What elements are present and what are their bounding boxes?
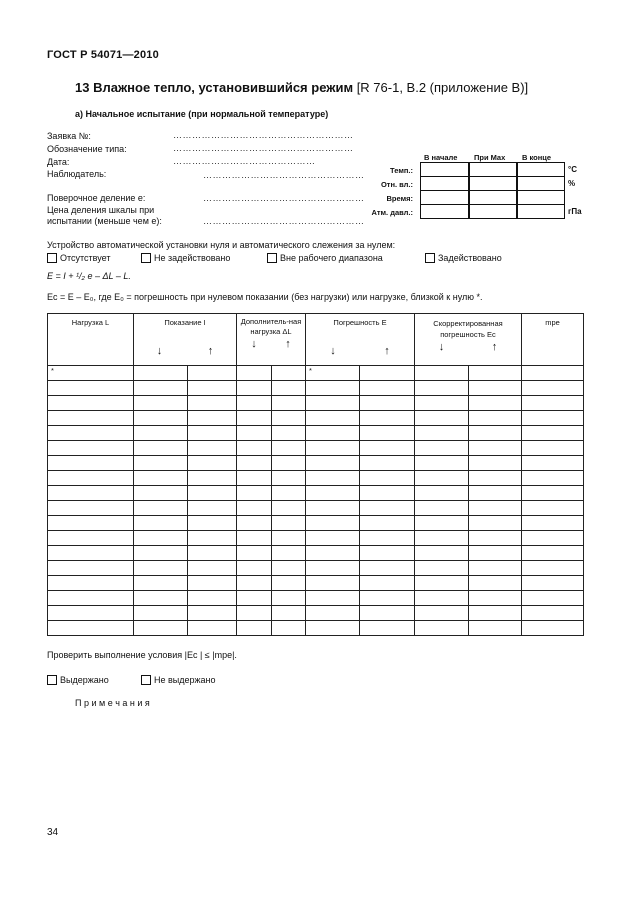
table-cell[interactable]	[237, 531, 272, 546]
field-application-dots[interactable]: …………………………………………………	[173, 130, 354, 140]
field-type-dots[interactable]: …………………………………………………	[173, 143, 354, 153]
table-cell[interactable]	[237, 396, 272, 411]
table-cell[interactable]	[272, 606, 306, 621]
table-cell[interactable]	[134, 546, 188, 561]
col-header-error	[306, 314, 415, 366]
arrow-up-icon: ↑	[491, 341, 498, 353]
table-cell[interactable]	[48, 441, 134, 456]
table-cell[interactable]	[272, 441, 306, 456]
table-cell[interactable]	[48, 486, 134, 501]
table-cell[interactable]	[272, 501, 306, 516]
env-temp-start-cell[interactable]	[420, 162, 469, 177]
table-cell[interactable]	[188, 471, 237, 486]
env-label-time: Время:	[386, 194, 413, 203]
table-cell[interactable]	[188, 381, 237, 396]
zero-load-mark: *	[51, 366, 54, 375]
table-cell[interactable]	[469, 501, 522, 516]
check-condition: Проверить выполнение условия |Eс | ≤ |mpe|.	[47, 650, 237, 660]
table-cell[interactable]	[272, 531, 306, 546]
table-cell[interactable]	[360, 501, 415, 516]
table-row	[48, 381, 584, 396]
checkbox[interactable]	[425, 253, 435, 263]
table-cell[interactable]	[272, 561, 306, 576]
table-cell[interactable]	[48, 456, 134, 471]
table-row	[48, 456, 584, 471]
checkbox[interactable]	[47, 675, 57, 685]
table-cell[interactable]	[237, 486, 272, 501]
table-cell[interactable]	[188, 486, 237, 501]
table-cell[interactable]	[237, 516, 272, 531]
table-row	[48, 501, 584, 516]
table-cell[interactable]	[272, 621, 306, 636]
table-cell[interactable]	[188, 606, 237, 621]
field-observer-dots[interactable]: ……………………………………………	[203, 170, 365, 180]
table-cell[interactable]	[134, 396, 188, 411]
col-header-indication	[134, 314, 237, 366]
table-cell[interactable]	[306, 486, 360, 501]
check-passed[interactable]	[47, 675, 109, 685]
table-cell[interactable]	[48, 561, 134, 576]
field-observer-label: Наблюдатель:	[47, 169, 107, 179]
table-cell[interactable]	[48, 381, 134, 396]
table-cell[interactable]	[522, 561, 584, 576]
table-cell[interactable]	[306, 546, 360, 561]
table-cell[interactable]	[306, 456, 360, 471]
table-cell[interactable]	[48, 606, 134, 621]
table-cell[interactable]	[469, 411, 522, 426]
table-cell[interactable]	[272, 486, 306, 501]
field-verification-dots[interactable]: ……………………………………………	[203, 193, 365, 203]
table-cell[interactable]	[469, 486, 522, 501]
table-cell[interactable]	[134, 441, 188, 456]
table-cell[interactable]	[415, 546, 469, 561]
formula-corrected: Eс = E – E₀, где E₀ = погрешность при нулевом показании (без нагрузки) или нагрузке, близкой к нулю *.	[47, 292, 483, 302]
table-cell[interactable]	[48, 591, 134, 606]
env-temp-end-cell[interactable]	[517, 162, 565, 177]
table-cell[interactable]	[415, 396, 469, 411]
table-cell[interactable]	[237, 441, 272, 456]
table-cell[interactable]	[306, 591, 360, 606]
table-cell[interactable]	[522, 546, 584, 561]
table-cell[interactable]	[48, 366, 134, 381]
table-cell[interactable]	[415, 426, 469, 441]
table-cell[interactable]	[237, 426, 272, 441]
table-cell[interactable]	[306, 621, 360, 636]
col-header-mpe-text: mpe	[545, 318, 560, 327]
results-table	[47, 313, 584, 636]
table-cell[interactable]	[134, 606, 188, 621]
table-cell[interactable]	[237, 546, 272, 561]
table-cell[interactable]	[415, 471, 469, 486]
env-humidity-max-cell[interactable]	[469, 176, 517, 191]
table-cell[interactable]	[469, 381, 522, 396]
table-cell[interactable]	[237, 366, 272, 381]
table-cell[interactable]	[469, 591, 522, 606]
table-cell[interactable]	[522, 591, 584, 606]
table-cell[interactable]	[272, 591, 306, 606]
table-cell[interactable]	[415, 501, 469, 516]
zero-load-mark: *	[309, 366, 312, 375]
checkbox[interactable]	[141, 675, 151, 685]
arrow-down-icon: ↓	[156, 345, 163, 357]
table-cell[interactable]	[469, 396, 522, 411]
col-header-error-text: Погрешность E	[333, 318, 387, 327]
col-header-mpe	[522, 314, 584, 366]
table-cell[interactable]	[272, 381, 306, 396]
table-cell[interactable]	[48, 546, 134, 561]
formula-error: E = I + ¹/₂ e – ΔL – L.	[47, 271, 131, 281]
zero-option-out-of-range-label: Вне рабочего диапазона	[280, 253, 383, 263]
check-failed[interactable]	[141, 675, 216, 685]
notes-label: П р и м е ч а н и я	[75, 698, 150, 708]
env-header-end: В конце	[522, 153, 552, 162]
table-cell[interactable]	[306, 366, 360, 381]
field-application-label: Заявка №:	[47, 131, 91, 141]
table-cell[interactable]	[306, 426, 360, 441]
table-cell[interactable]	[522, 486, 584, 501]
table-cell[interactable]	[188, 621, 237, 636]
table-cell[interactable]	[360, 561, 415, 576]
checkbox[interactable]	[47, 253, 57, 263]
table-cell[interactable]	[415, 381, 469, 396]
env-label-pressure: Атм. давл.:	[371, 208, 413, 217]
table-cell[interactable]	[237, 501, 272, 516]
table-cell[interactable]	[237, 381, 272, 396]
table-cell[interactable]	[306, 576, 360, 591]
table-cell[interactable]	[237, 606, 272, 621]
section-title-reference: [R 76-1, B.2 (приложение B)]	[353, 80, 529, 95]
table-row	[48, 531, 584, 546]
table-cell[interactable]	[306, 381, 360, 396]
table-cell[interactable]	[415, 531, 469, 546]
table-cell[interactable]	[134, 381, 188, 396]
env-temp-max-cell[interactable]	[469, 162, 517, 177]
table-cell[interactable]	[415, 486, 469, 501]
table-cell[interactable]	[360, 591, 415, 606]
table-cell[interactable]	[469, 456, 522, 471]
table-cell[interactable]	[469, 576, 522, 591]
table-cell[interactable]	[415, 621, 469, 636]
table-cell[interactable]	[188, 546, 237, 561]
arrow-down-icon: ↓	[251, 338, 257, 350]
table-cell[interactable]	[237, 621, 272, 636]
table-cell[interactable]	[360, 396, 415, 411]
field-type-label: Обозначение типа:	[47, 144, 127, 154]
table-cell[interactable]	[522, 471, 584, 486]
table-cell[interactable]	[188, 501, 237, 516]
col-header-load	[48, 314, 134, 366]
env-label-humidity: Отн. вл.:	[380, 180, 413, 189]
table-cell[interactable]	[306, 396, 360, 411]
table-cell[interactable]	[134, 516, 188, 531]
table-cell[interactable]	[360, 411, 415, 426]
table-cell[interactable]	[134, 501, 188, 516]
table-cell[interactable]	[522, 396, 584, 411]
table-cell[interactable]	[522, 501, 584, 516]
table-cell[interactable]	[360, 486, 415, 501]
table-cell[interactable]	[522, 606, 584, 621]
zero-option-not-used[interactable]	[141, 253, 230, 263]
table-cell[interactable]	[522, 441, 584, 456]
table-cell[interactable]	[134, 456, 188, 471]
table-cell[interactable]	[188, 516, 237, 531]
table-cell[interactable]	[415, 606, 469, 621]
col-header-load-text: Нагрузка L	[71, 318, 110, 327]
table-row	[48, 546, 584, 561]
section-title-bold: 13 Влажное тепло, установившийся режим	[75, 80, 354, 95]
table-cell[interactable]	[134, 366, 188, 381]
table-cell[interactable]	[188, 366, 237, 381]
table-cell[interactable]	[522, 576, 584, 591]
table-cell[interactable]	[522, 366, 584, 381]
table-cell[interactable]	[48, 471, 134, 486]
env-unit-temp: °C	[568, 165, 577, 174]
env-humidity-end-cell[interactable]	[517, 176, 565, 191]
table-row	[48, 606, 584, 621]
table-cell[interactable]	[415, 366, 469, 381]
table-cell[interactable]	[188, 591, 237, 606]
arrow-pair	[306, 345, 414, 357]
col-header-additional-load-text: Дополнитель-ная нагрузка ΔL	[240, 317, 302, 336]
field-scale-label-line2: испытании (меньше чем e):	[47, 216, 162, 226]
table-cell[interactable]	[360, 546, 415, 561]
table-cell[interactable]	[272, 426, 306, 441]
table-row	[48, 411, 584, 426]
table-cell[interactable]	[469, 561, 522, 576]
table-cell[interactable]	[360, 576, 415, 591]
table-cell[interactable]	[188, 441, 237, 456]
arrow-pair	[134, 345, 236, 357]
table-row	[48, 561, 584, 576]
table-cell[interactable]	[522, 381, 584, 396]
table-cell[interactable]	[272, 456, 306, 471]
checkbox[interactable]	[141, 253, 151, 263]
zero-option-not-used-label: Не задействовано	[154, 253, 231, 263]
table-row	[48, 591, 584, 606]
env-label-temp: Темп.:	[390, 166, 413, 175]
table-cell[interactable]	[522, 621, 584, 636]
table-cell[interactable]	[272, 471, 306, 486]
table-cell[interactable]	[522, 531, 584, 546]
zero-option-absent-label: Отсутствует	[60, 253, 111, 263]
table-cell[interactable]	[134, 411, 188, 426]
field-verification-label: Поверочное деление e:	[47, 193, 146, 203]
table-row	[48, 576, 584, 591]
table-cell[interactable]	[134, 486, 188, 501]
table-cell[interactable]	[306, 441, 360, 456]
col-header-corrected-error	[415, 314, 522, 366]
table-cell[interactable]	[188, 396, 237, 411]
table-cell[interactable]	[522, 516, 584, 531]
table-row	[48, 486, 584, 501]
table-cell[interactable]	[188, 456, 237, 471]
table-cell[interactable]	[360, 606, 415, 621]
env-pressure-start-cell[interactable]	[420, 204, 469, 219]
zero-option-absent[interactable]	[47, 253, 110, 263]
table-row	[48, 426, 584, 441]
env-pressure-end-cell[interactable]	[517, 204, 565, 219]
table-cell[interactable]	[415, 441, 469, 456]
table-cell[interactable]	[48, 531, 134, 546]
table-cell[interactable]	[360, 516, 415, 531]
table-cell[interactable]	[360, 531, 415, 546]
table-cell[interactable]	[469, 366, 522, 381]
table-row	[48, 441, 584, 456]
env-unit-humidity: %	[568, 179, 576, 188]
table-cell[interactable]	[306, 501, 360, 516]
table-cell[interactable]	[469, 546, 522, 561]
table-cell[interactable]	[272, 546, 306, 561]
table-cell[interactable]	[134, 591, 188, 606]
table-cell[interactable]	[134, 576, 188, 591]
table-cell[interactable]	[306, 516, 360, 531]
field-scale-dots[interactable]: ……………………………………………	[203, 216, 365, 226]
table-cell[interactable]	[306, 606, 360, 621]
table-cell[interactable]	[415, 561, 469, 576]
table-cell[interactable]	[469, 606, 522, 621]
table-cell[interactable]	[188, 561, 237, 576]
results-table-body	[48, 366, 584, 636]
zero-device-question: Устройство автоматической установки нуля и автоматического слежения за нулем:	[47, 240, 396, 250]
env-pressure-max-cell[interactable]	[469, 204, 517, 219]
table-cell[interactable]	[188, 411, 237, 426]
table-row	[48, 621, 584, 636]
table-cell[interactable]	[469, 516, 522, 531]
arrow-pair	[415, 341, 521, 353]
env-humidity-start-cell[interactable]	[420, 176, 469, 191]
page-number: 34	[47, 827, 59, 838]
table-cell[interactable]	[237, 411, 272, 426]
table-cell[interactable]	[134, 561, 188, 576]
table-cell[interactable]	[522, 456, 584, 471]
zero-option-used[interactable]	[425, 253, 502, 263]
table-cell[interactable]	[272, 411, 306, 426]
env-header-start: В начале	[424, 153, 458, 162]
table-cell[interactable]	[272, 516, 306, 531]
table-cell[interactable]	[188, 531, 237, 546]
table-cell[interactable]	[306, 471, 360, 486]
table-cell[interactable]	[360, 426, 415, 441]
env-time-end-cell[interactable]	[517, 190, 565, 205]
table-cell[interactable]	[48, 426, 134, 441]
table-cell[interactable]	[237, 471, 272, 486]
section-subtitle: а) Начальное испытание (при нормальной температуре)	[75, 109, 329, 119]
table-cell[interactable]	[415, 576, 469, 591]
table-cell[interactable]	[272, 576, 306, 591]
table-cell[interactable]	[469, 471, 522, 486]
table-cell[interactable]	[469, 621, 522, 636]
field-date-label: Дата:	[47, 157, 70, 167]
table-row	[48, 366, 584, 381]
checkbox[interactable]	[267, 253, 277, 263]
arrow-pair	[237, 338, 305, 350]
table-cell[interactable]	[360, 381, 415, 396]
env-time-start-cell[interactable]	[420, 190, 469, 205]
table-cell[interactable]	[360, 366, 415, 381]
table-cell[interactable]	[48, 501, 134, 516]
table-row	[48, 471, 584, 486]
env-header-max: При Max	[474, 153, 506, 162]
table-cell[interactable]	[360, 456, 415, 471]
zero-option-out-of-range[interactable]	[267, 253, 383, 263]
arrow-down-icon: ↓	[330, 345, 336, 357]
table-cell[interactable]	[48, 411, 134, 426]
table-cell[interactable]	[469, 426, 522, 441]
table-cell[interactable]	[415, 456, 469, 471]
table-cell[interactable]	[415, 516, 469, 531]
table-cell[interactable]	[134, 426, 188, 441]
table-cell[interactable]	[415, 591, 469, 606]
table-cell[interactable]	[469, 531, 522, 546]
table-cell[interactable]	[48, 621, 134, 636]
col-header-additional-load	[237, 314, 306, 366]
env-time-max-cell[interactable]	[469, 190, 517, 205]
table-cell[interactable]	[188, 576, 237, 591]
table-row	[48, 396, 584, 411]
arrow-up-icon: ↑	[384, 345, 390, 357]
arrow-up-icon: ↑	[285, 338, 291, 350]
table-cell[interactable]	[48, 396, 134, 411]
table-cell[interactable]	[237, 591, 272, 606]
table-cell[interactable]	[272, 396, 306, 411]
table-row	[48, 516, 584, 531]
table-cell[interactable]	[272, 366, 306, 381]
table-cell[interactable]	[306, 411, 360, 426]
arrow-up-icon: ↑	[207, 345, 214, 357]
table-cell[interactable]	[134, 531, 188, 546]
table-cell[interactable]	[48, 516, 134, 531]
table-cell[interactable]	[522, 411, 584, 426]
field-date-dots[interactable]: ………………………………………	[173, 156, 316, 166]
table-cell[interactable]	[237, 576, 272, 591]
check-passed-label: Выдержано	[60, 675, 109, 685]
table-cell[interactable]	[522, 426, 584, 441]
check-failed-label: Не выдержано	[154, 675, 216, 685]
arrow-down-icon: ↓	[438, 341, 445, 353]
table-cell[interactable]	[306, 531, 360, 546]
table-cell[interactable]	[237, 456, 272, 471]
table-cell[interactable]	[360, 471, 415, 486]
table-cell[interactable]	[360, 441, 415, 456]
section-title	[75, 80, 528, 95]
table-cell[interactable]	[188, 426, 237, 441]
table-cell[interactable]	[415, 411, 469, 426]
table-cell[interactable]	[469, 441, 522, 456]
document-header: ГОСТ Р 54071—2010	[47, 49, 159, 61]
env-unit-pressure: гПа	[568, 207, 582, 216]
table-cell[interactable]	[48, 576, 134, 591]
field-scale-label-line1: Цена деления шкалы при	[47, 205, 155, 215]
table-cell[interactable]	[360, 621, 415, 636]
table-cell[interactable]	[306, 561, 360, 576]
col-header-indication-text: Показание I	[164, 318, 206, 327]
col-header-corrected-error-text: Скорректированная погрешность Eс	[433, 319, 503, 339]
table-cell[interactable]	[237, 561, 272, 576]
table-cell[interactable]	[134, 621, 188, 636]
zero-option-used-label: Задействовано	[438, 253, 502, 263]
table-cell[interactable]	[134, 471, 188, 486]
